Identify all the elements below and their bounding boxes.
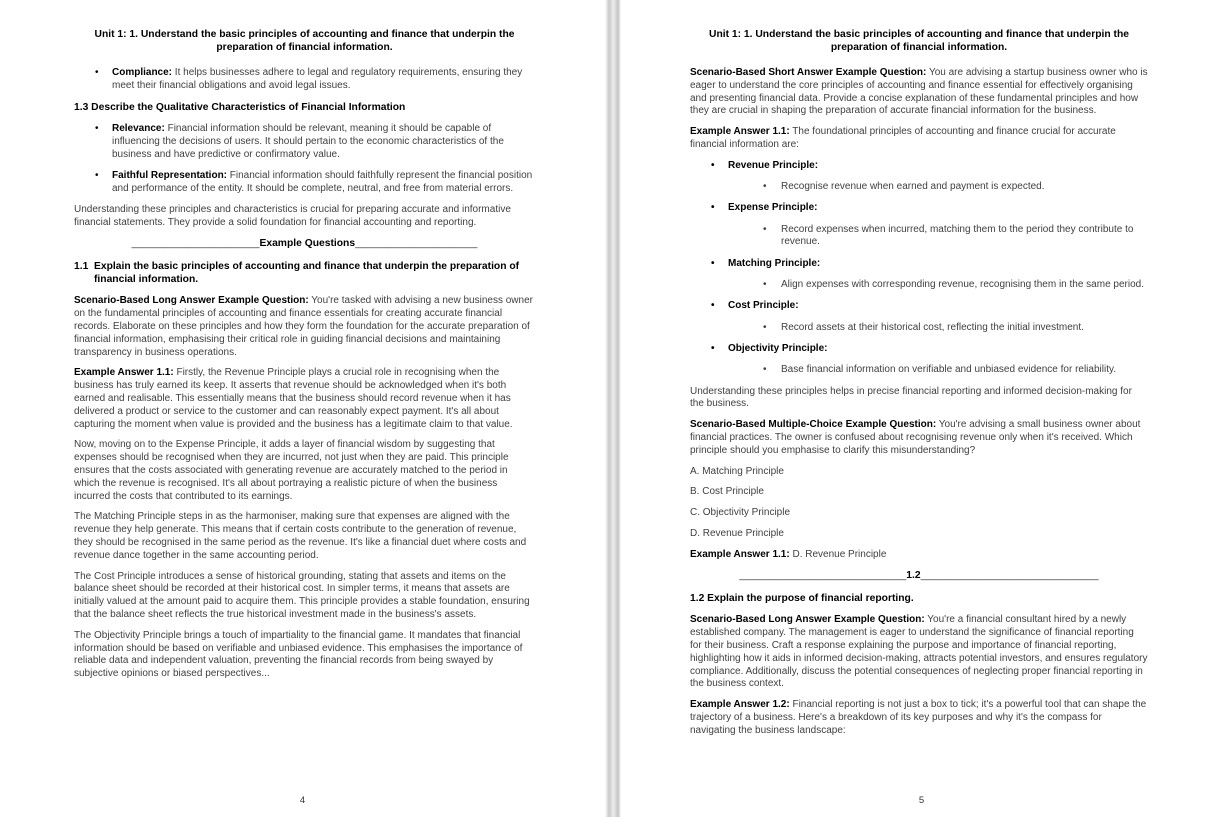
paragraph-lead: Example Answer 1.1: [690, 126, 790, 138]
paragraph-lead: Scenario-Based Long Answer Example Question: [74, 295, 309, 307]
principle-detail: • Record assets at their historical cost, reflecting the initial investment. [690, 322, 1148, 335]
principle-detail: • Recognise revenue when earned and payment is expected. [690, 181, 1148, 194]
paragraph-text: The foundational principles of accounting and finance crucial for accurate financial information are: [690, 126, 1116, 150]
principle-detail: • Record expenses when incurred, matching them to the period they contribute to revenue. [690, 224, 1148, 250]
paragraph-understanding: Understanding these principles and characteristics is crucial for preparing accurate and informative financial statements. They provide a solid foundation for financial accounting and reporting. [74, 204, 511, 228]
paragraph-text: You're tasked with advising a new business owner on the fundamental principles of accounting and finance essentials for creating accurate financial records. Elaborate on these principles and how they form the foundation for the accurate preparation of financial information, emphasising their critical role in guiding financial decisions and maintaining transparency in business operations. [74, 295, 533, 358]
paragraph-example-answer-1-1 [690, 126, 1148, 152]
paragraph-scenario-long-question [74, 295, 535, 359]
paragraph-objectivity-principle: The Objectivity Principle brings a touch of impartiality to the financial game. It mandates that financial information should be based on verifiable and unbiased evidence. This emphasises the importance of reliable data and independent valuation, preventing the financial records from being swayed by subjective opinions or biased perspectives... [74, 629, 523, 680]
principle-name: • Matching Principle: [690, 258, 1148, 271]
paragraph-lead: Scenario-Based Short Answer Example Question: [690, 67, 927, 78]
page-gap-divider [605, 0, 621, 817]
paragraph-mcq-answer [690, 549, 1148, 562]
principle-name: • Cost Principle: [690, 300, 1148, 313]
page-left [0, 0, 605, 817]
divider-line-right: ______________________ [355, 237, 478, 249]
paragraph-lead: Scenario-Based Multiple-Choice Example Question: [690, 419, 937, 431]
paragraph-lead: Example Answer 1.1: [74, 367, 174, 379]
paragraph-example-answer-1-1 [74, 367, 535, 431]
divider-line-right: ________________________________ [920, 569, 1099, 581]
paragraph-understanding: Understanding these principles helps in precise financial reporting and informed decision-making for the business. [690, 385, 1132, 410]
paragraph-text: You're advising a small business owner about financial practices. The owner is confused about recognising revenue only when it's received. Which principle should you emphasise to clarify this misunderstanding? [690, 419, 1141, 456]
page-number: 5 [918, 795, 925, 806]
paragraph-scenario-long-question-1-2 [690, 614, 1148, 691]
question-text: Explain the basic principles of accounting and finance that underpin the preparation of financial information. [94, 261, 520, 286]
section-1-2-divider [690, 570, 1148, 583]
principle-detail: • Align expenses with corresponding revenue, recognising them in the same period. [690, 279, 1148, 292]
mcq-option-c: C. Objectivity Principle [690, 507, 791, 519]
divider-label: 1.2 [906, 569, 921, 581]
bullet-text: It helps businesses adhere to legal and regulatory requirements, ensuring they meet their financial obligations and avoid legal issues. [112, 67, 523, 91]
question-number: 1.1 [74, 261, 89, 273]
doc-title: Unit 1: 1. Understand the basic principles of accounting and finance that underpin the preparation of financial information. [94, 29, 515, 53]
paragraph-text: You're a financial consultant hired by a newly established company. The management is eager to understand the significance of financial reporting for their business. Craft a response explaining the purpose and importance of financial reporting, highlighting how it aids in informed decision-making, attracts potential investors, and ensures regulatory compliance. Additionally, discuss the potential consequences of neglecting proper financial reporting in the business context. [690, 614, 1148, 690]
paragraph-cost-principle: The Cost Principle introduces a sense of historical grounding, stating that assets and items on the balance sheet should be recorded at their historical cost. In simpler terms, it means that assets are initially valued at the amount paid to acquire them. This principle provides a stable foundation, ensuring that the balance sheet reflects the true historical investment made in the business's assets. [74, 570, 530, 620]
paragraph-lead: Example Answer 1.2: [690, 699, 790, 711]
bullet-compliance [74, 67, 535, 93]
mcq-option-a: A. Matching Principle [690, 465, 784, 477]
bullet-text: Financial information should faithfully represent the financial position and performance of the entity. It should be complete, neutral, and free from material errors. [112, 169, 533, 194]
section-heading-1-2: 1.2 Explain the purpose of financial reporting. [690, 593, 914, 605]
page-number: 4 [299, 795, 306, 806]
principle-name: • Revenue Principle: [690, 160, 1148, 173]
principle-name: • Objectivity Principle: [690, 343, 1148, 356]
question-heading-1-1 [74, 260, 535, 286]
divider-line-left: _______________________ [131, 237, 260, 249]
qualities-bullet-list [74, 123, 535, 195]
bullet-text: Financial information should be relevant, meaning it should be capable of influencing the decisions of users. It should pertain to the economic characteristics of the business and have predictive or confirmatory value. [112, 123, 504, 160]
paragraph-example-answer-1-2 [690, 699, 1148, 737]
section-heading-1-3: 1.3 Describe the Qualitative Characteristics of Financial Information [74, 102, 406, 114]
bullet-relevance [74, 123, 535, 161]
paragraph-text: Firstly, the Revenue Principle plays a crucial role in recognising when the business has truly earned its keep. It asserts that revenue should be acknowledged when it's both earned and realisable. This essentially means that the business should record revenue when it has delivered a product or service to the customer and can reasonably expect payment. It's all about capturing the moment when value is provided and the business has a legitimate claim to that value. [74, 367, 513, 430]
paragraph-text: Financial reporting is not just a box to tick; it's a powerful tool that can shape the trajectory of a business. Here's a breakdown of its key purposes and why it's the compass for navigating the business landscape: [690, 699, 1147, 736]
paragraph-matching-principle: The Matching Principle steps in as the harmoniser, making sure that expenses are aligned with the revenue they help generate. This means that if certain costs contribute to the generation of revenue, they should be recognised in the same period as the revenue. It's like a financial duet where costs and revenue dance together in the same accounting period. [74, 511, 527, 561]
paragraph-scenario-short-question [690, 67, 1148, 118]
bullet-faithful-representation [74, 170, 535, 196]
page-right [621, 0, 1222, 817]
principle-name: • Expense Principle: [690, 202, 1148, 215]
mcq-option-b: B. Cost Principle [690, 486, 764, 498]
divider-line-left: ______________________________ [739, 569, 907, 581]
mcq-option-d: D. Revenue Principle [690, 527, 784, 539]
paragraph-expense-principle: Now, moving on to the Expense Principle, it adds a layer of financial wisdom by suggesting that expenses should be recognised when they are incurred, not just when they are paid. This principle ensures that the costs associated with generating revenue are accurately matched to the period in which the revenue is recognised. It's all about portraying a realistic picture of when the business incurred the costs that contributed to its earnings. [74, 439, 509, 502]
qualities-bullet-list-top [74, 67, 535, 93]
principles-list [690, 160, 1148, 377]
example-questions-divider [74, 238, 535, 251]
paragraph-mcq-question [690, 419, 1148, 457]
bullet-lead: Relevance: [112, 123, 165, 135]
divider-label: Example Questions [259, 237, 356, 249]
doc-title: Unit 1: 1. Understand the basic principles of accounting and finance that underpin the preparation of financial information. [709, 29, 1129, 53]
bullet-lead: Compliance: [112, 67, 173, 78]
principle-detail: • Base financial information on verifiable and unbiased evidence for reliability. [690, 364, 1148, 377]
paragraph-lead: Scenario-Based Long Answer Example Question: [690, 614, 925, 626]
paragraph-text: You are advising a startup business owner who is eager to understand the core principles of accounting and finance essential for effectively organising and presenting financial data. Provide a concise explanation of these fundamental principles and how they are crucial in shaping the preparation of accurate financial information for the business. [690, 67, 1148, 117]
paragraph-lead: Example Answer 1.1: [690, 548, 790, 560]
paragraph-text: D. Revenue Principle [789, 548, 887, 560]
bullet-lead: Faithful Representation: [112, 169, 228, 181]
